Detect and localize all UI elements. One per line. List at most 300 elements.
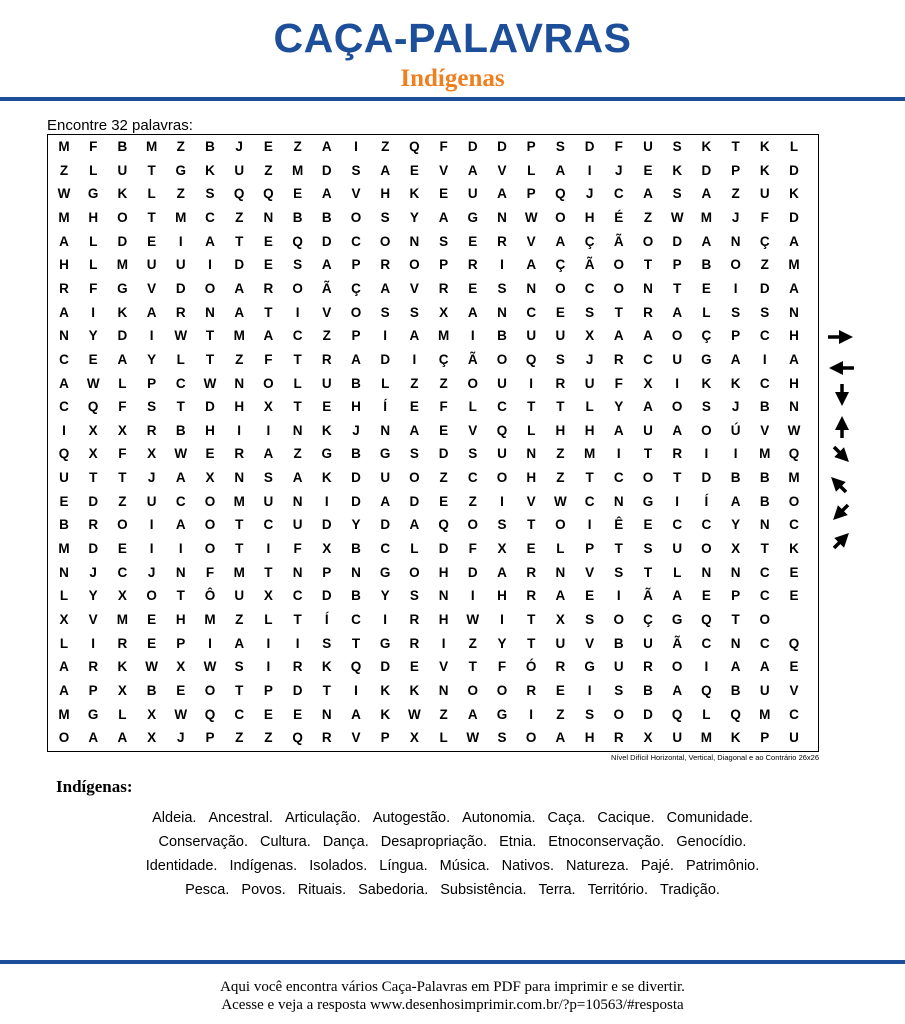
grid-letter: I — [383, 328, 388, 344]
grid-letter: C — [759, 564, 770, 580]
grid-letter: B — [117, 139, 128, 154]
grid-letter: D — [321, 517, 332, 533]
grid-letter: Ç — [555, 257, 566, 273]
grid-letter: U — [643, 635, 653, 651]
grid-letter: H — [380, 186, 391, 202]
grid-letter: E — [205, 446, 215, 462]
grid-letter: U — [292, 517, 303, 533]
grid-letter: E — [409, 162, 419, 178]
grid-letter: Ã — [584, 257, 595, 273]
grid-letter: A — [146, 304, 157, 320]
grid-letter: S — [672, 186, 682, 202]
grid-letter: E — [409, 399, 419, 415]
grid-letter: Q — [788, 446, 800, 462]
grid-letter: S — [497, 280, 507, 296]
grid-letter: Z — [235, 730, 244, 746]
word-list-item: Subsistência. — [440, 882, 527, 898]
grid-letter: M — [145, 139, 158, 154]
grid-letter: O — [409, 564, 420, 580]
grid-letter: S — [380, 209, 390, 225]
grid-letter: I — [762, 351, 767, 367]
grid-letter: X — [147, 706, 157, 722]
grid-letter: T — [264, 564, 273, 580]
grid-letter: I — [675, 375, 680, 391]
grid-letter: R — [643, 304, 653, 320]
grid-letter: S — [147, 399, 157, 415]
grid-letter: U — [497, 375, 507, 391]
grid-letter: I — [149, 328, 154, 344]
grid-letter: K — [730, 730, 741, 746]
grid-letter: W — [174, 706, 188, 722]
grid-letter: A — [117, 730, 128, 746]
grid-letter: Q — [730, 706, 741, 722]
grid-letter: T — [293, 399, 302, 415]
grid-letter: R — [438, 280, 449, 296]
grid-letter: I — [470, 328, 475, 344]
grid-letter: R — [526, 682, 537, 698]
grid-letter: E — [555, 682, 565, 698]
grid-letter: M — [175, 209, 187, 225]
grid-letter: W — [203, 375, 217, 391]
grid-letter: P — [526, 186, 536, 202]
grid-letter: R — [497, 233, 507, 249]
grid-letter: Z — [235, 612, 244, 627]
grid-letter: N — [789, 304, 799, 320]
grid-letter: Ô — [204, 588, 216, 604]
grid-letter: D — [789, 209, 799, 225]
grid-letter: F — [89, 280, 98, 296]
grid-letter: Y — [351, 517, 361, 533]
grid-letter: C — [759, 588, 770, 604]
grid-letter: A — [672, 588, 683, 604]
grid-letter: P — [263, 682, 273, 698]
grid-letter: O — [496, 682, 508, 698]
grid-letter: T — [235, 233, 244, 249]
grid-letter: E — [526, 541, 536, 557]
grid-letter: A — [263, 328, 274, 344]
grid-letter: Z — [556, 706, 565, 722]
grid-letter: Q — [292, 730, 303, 746]
grid-letter: P — [88, 682, 98, 698]
grid-letter: J — [731, 209, 740, 225]
grid-letter: O — [117, 209, 128, 225]
grid-letter: C — [672, 517, 683, 533]
grid-letter: M — [759, 706, 771, 722]
grid-letter: X — [263, 399, 273, 415]
grid-letter: U — [555, 635, 566, 651]
grid-letter: J — [235, 139, 243, 154]
grid-letter: I — [178, 233, 183, 249]
grid-letter: A — [59, 233, 69, 249]
grid-letter: A — [175, 470, 186, 486]
grid-letter: T — [293, 612, 302, 627]
grid-letter: X — [117, 682, 127, 698]
grid-letter: T — [673, 280, 682, 296]
grid-letter: M — [58, 706, 70, 722]
grid-letter: K — [759, 162, 770, 178]
grid-letter: W — [57, 186, 71, 202]
grid-letter: A — [701, 186, 712, 202]
grid-letter: O — [642, 470, 654, 486]
grid-letter: P — [672, 257, 682, 273]
grid-letter: V — [439, 659, 449, 675]
grid-letter: V — [468, 422, 478, 438]
grid-letter: B — [292, 209, 303, 225]
grid-letter: I — [383, 612, 388, 627]
grid-letter: N — [730, 635, 741, 651]
grid-letter: N — [789, 399, 799, 415]
grid-letter: A — [88, 730, 99, 746]
grid-letter: N — [409, 233, 420, 249]
grid-letter: U — [263, 493, 274, 509]
grid-letter: T — [585, 470, 594, 486]
grid-letter: R — [321, 730, 332, 746]
grid-letter: R — [292, 659, 303, 675]
grid-letter: G — [87, 186, 99, 202]
grid-letter: W — [174, 446, 188, 462]
grid-letter: D — [789, 162, 799, 178]
grid-letter: A — [117, 351, 128, 367]
grid-letter: E — [643, 517, 653, 533]
grid-letter: E — [293, 706, 303, 722]
grid-letter: F — [760, 209, 769, 225]
grid-letter: N — [292, 564, 303, 580]
grid-letter: U — [467, 186, 478, 202]
grid-letter: T — [468, 659, 477, 675]
grid-letter: R — [146, 422, 157, 438]
grid-letter: O — [642, 233, 654, 249]
grid-letter: T — [264, 304, 273, 320]
grid-letter: P — [760, 730, 770, 746]
word-list-title: Indígenas: — [56, 777, 133, 796]
grid-letter: S — [497, 517, 507, 533]
grid-letter: K — [380, 682, 391, 698]
grid-letter: T — [176, 399, 185, 415]
grid-letter: E — [585, 588, 595, 604]
grid-letter: A — [672, 422, 683, 438]
word-list-item: Cacique. — [597, 810, 655, 826]
grid-letter: R — [263, 280, 274, 296]
grid-letter: O — [379, 233, 391, 249]
grid-letter: B — [613, 635, 624, 651]
grid-letter: C — [292, 328, 303, 344]
grid-letter: Z — [264, 162, 273, 178]
grid-letter: A — [59, 682, 69, 698]
grid-letter: N — [351, 564, 361, 580]
grid-letter: V — [526, 233, 536, 249]
grid-letter: A — [380, 162, 391, 178]
word-list-item: Território. — [587, 882, 649, 898]
grid-letter: I — [354, 682, 358, 698]
grid-letter: Ó — [525, 659, 537, 675]
grid-letter: O — [117, 517, 128, 533]
grid-letter: Y — [497, 635, 507, 651]
arrow-up-left-icon — [836, 482, 846, 492]
grid-letter: P — [147, 375, 157, 391]
grid-letter: F — [439, 399, 448, 415]
grid-letter: D — [117, 328, 128, 344]
grid-letter: A — [175, 517, 186, 533]
grid-letter: C — [789, 517, 799, 533]
grid-letter: I — [529, 706, 534, 722]
grid-letter: T — [614, 304, 623, 320]
grid-letter: H — [497, 588, 507, 604]
grid-letter: L — [89, 257, 98, 273]
grid-letter: I — [266, 541, 271, 557]
grid-letter: T — [118, 470, 127, 486]
word-list-item: Indígenas. — [229, 858, 298, 874]
grid-letter: Q — [438, 517, 449, 533]
grid-letter: O — [701, 422, 712, 438]
grid-letter: A — [321, 186, 332, 202]
grid-letter: U — [146, 493, 157, 509]
grid-letter: Ú — [730, 422, 741, 438]
grid-letter: E — [439, 186, 449, 202]
grid-letter: G — [321, 446, 333, 462]
grid-letter: V — [497, 162, 507, 178]
grid-letter: R — [613, 730, 624, 746]
grid-letter: Ã — [321, 280, 332, 296]
grid-letter: T — [556, 399, 565, 415]
grid-letter: C — [759, 375, 770, 391]
grid-letter: S — [760, 304, 770, 320]
grid-letter: E — [147, 635, 157, 651]
grid-letter: R — [175, 304, 186, 320]
grid-letter: N — [292, 493, 303, 509]
grid-letter: K — [701, 139, 712, 154]
grid-letter: R — [526, 564, 537, 580]
grid-letter: D — [643, 706, 653, 722]
grid-letter: L — [59, 588, 69, 604]
word-list-item: Nativos. — [501, 858, 554, 874]
grid-letter: A — [467, 304, 478, 320]
grid-letter: O — [730, 257, 741, 273]
difficulty-note: Nível Difícil Horizontal, Vertical, Diagonal e ao Contrário 26x26 — [610, 753, 819, 762]
grid-letter: S — [585, 304, 595, 320]
grid-letter: Z — [176, 139, 185, 154]
grid-letter: O — [613, 706, 625, 722]
grid-letter: Y — [731, 517, 741, 533]
grid-letter: U — [497, 446, 507, 462]
grid-letter: I — [733, 280, 738, 296]
grid-letter: D — [205, 399, 215, 415]
grid-letter: X — [439, 304, 449, 320]
bottom-divider — [0, 960, 905, 964]
grid-letter: Ç — [351, 280, 361, 296]
grid-letter: D — [467, 564, 478, 580]
grid-letter: F — [264, 351, 273, 367]
grid-letter: O — [58, 730, 70, 746]
grid-letter: I — [208, 257, 212, 273]
grid-letter: W — [554, 493, 567, 509]
grid-letter: R — [88, 659, 99, 675]
grid-letter: Ç — [438, 351, 449, 367]
grid-letter: A — [730, 659, 741, 675]
grid-letter: Ç — [584, 233, 595, 249]
grid-letter: D — [321, 162, 332, 178]
grid-letter: W — [524, 209, 538, 225]
grid-letter: E — [643, 162, 653, 178]
grid-letter: O — [204, 493, 216, 509]
word-list-item: Patrimônio. — [685, 858, 760, 874]
grid-letter: E — [147, 612, 157, 627]
grid-letter: G — [701, 351, 712, 367]
grid-letter: Ã — [613, 233, 624, 249]
grid-letter: L — [789, 139, 799, 154]
grid-letter: N — [205, 304, 215, 320]
grid-letter: F — [468, 541, 477, 557]
word-list-item: Etnia. — [499, 834, 537, 850]
grid-letter: I — [208, 635, 212, 651]
grid-letter: S — [585, 612, 595, 627]
grid-letter: Z — [59, 162, 69, 178]
grid-letter: C — [759, 328, 770, 344]
grid-letter: J — [731, 399, 740, 415]
grid-letter: K — [409, 682, 420, 698]
grid-letter: O — [204, 541, 216, 557]
grid-letter: A — [555, 233, 566, 249]
grid-letter: T — [527, 612, 536, 627]
grid-letter: P — [439, 257, 449, 273]
grid-letter: P — [176, 635, 186, 651]
grid-letter: E — [468, 280, 478, 296]
grid-letter: P — [380, 730, 390, 746]
grid-letter: B — [730, 682, 741, 698]
grid-letter: C — [59, 399, 69, 415]
grid-letter: S — [322, 635, 332, 651]
grid-letter: C — [643, 351, 653, 367]
grid-letter: Q — [350, 659, 362, 675]
word-list-item: Tradição. — [660, 882, 720, 898]
grid-letter: N — [526, 280, 537, 296]
grid-letter: X — [555, 612, 565, 627]
grid-letter: I — [178, 541, 183, 557]
grid-letter: O — [467, 517, 479, 533]
word-list-item: Pajé. — [640, 858, 674, 874]
grid-letter: S — [409, 588, 419, 604]
grid-letter: I — [616, 446, 621, 462]
grid-letter: R — [409, 635, 420, 651]
grid-letter: R — [117, 635, 128, 651]
grid-letter: S — [263, 470, 273, 486]
grid-letter: T — [322, 682, 331, 698]
grid-letter: O — [613, 257, 625, 273]
grid-letter: Q — [87, 399, 99, 415]
grid-letter: A — [59, 304, 69, 320]
grid-letter: Z — [118, 493, 127, 509]
grid-letter: K — [205, 162, 215, 178]
grid-letter: B — [351, 541, 361, 557]
grid-letter: O — [350, 209, 362, 225]
grid-letter: A — [555, 588, 566, 604]
grid-letter: L — [585, 399, 594, 415]
grid-letter: D — [701, 162, 712, 178]
grid-letter: T — [731, 139, 740, 154]
grid-letter: A — [409, 328, 420, 344]
grid-letter: M — [700, 730, 713, 746]
grid-letter: T — [731, 612, 740, 627]
grid-letter: I — [295, 635, 300, 651]
grid-letter: S — [731, 304, 741, 320]
word-list-item: Ancestral. — [208, 810, 273, 826]
grid-letter: O — [613, 280, 625, 296]
grid-letter: C — [613, 186, 624, 202]
grid-letter: A — [613, 328, 624, 344]
grid-letter: P — [526, 139, 536, 154]
grid-letter: S — [555, 139, 565, 154]
grid-letter: G — [87, 706, 99, 722]
word-list — [40, 806, 865, 902]
top-divider — [0, 97, 905, 101]
grid-letter: D — [409, 493, 420, 509]
grid-letter: D — [321, 588, 332, 604]
grid-letter: I — [587, 517, 592, 533]
grid-letter: S — [293, 257, 303, 273]
grid-letter: A — [263, 446, 274, 462]
grid-letter: O — [759, 612, 771, 627]
grid-letter: X — [205, 470, 215, 486]
grid-letter: C — [701, 517, 712, 533]
grid-letter: R — [321, 351, 332, 367]
grid-letter: I — [149, 541, 154, 557]
grid-letter: C — [467, 470, 478, 486]
word-list-item: Sabedoria. — [358, 882, 429, 898]
grid-letter: W — [787, 422, 801, 438]
grid-letter: C — [117, 564, 128, 580]
grid-letter: I — [149, 517, 154, 533]
grid-letter: I — [470, 588, 475, 604]
grid-letter: H — [234, 399, 245, 415]
arrow-down-left-icon — [838, 505, 848, 515]
grid-letter: Q — [58, 446, 70, 462]
grid-letter: N — [438, 682, 449, 698]
grid-letter: P — [731, 588, 741, 604]
grid-letter: K — [672, 162, 683, 178]
grid-letter: T — [235, 517, 244, 533]
grid-letter: Q — [701, 612, 712, 627]
grid-letter: T — [205, 351, 215, 367]
grid-letter: E — [409, 659, 419, 675]
page-title: CAÇA-PALAVRAS — [273, 15, 632, 61]
grid-letter: C — [234, 706, 245, 722]
grid-letter: O — [409, 257, 420, 273]
arrow-down-right-icon — [834, 447, 844, 457]
grid-letter: L — [439, 730, 448, 746]
grid-letter: Z — [556, 470, 565, 486]
grid-letter: D — [292, 682, 303, 698]
grid-letter: S — [555, 351, 565, 367]
grid-letter: I — [266, 659, 271, 675]
grid-letter: A — [643, 399, 653, 415]
grid-letter: I — [412, 351, 417, 367]
word-list-item: Pesca. — [185, 882, 230, 898]
grid-letter: T — [673, 470, 682, 486]
grid-letter: D — [380, 659, 391, 675]
grid-letter: M — [233, 493, 245, 509]
grid-letter: O — [701, 541, 712, 557]
grid-letter: Z — [643, 209, 653, 225]
grid-letter: N — [59, 564, 69, 580]
grid-letter: L — [118, 706, 127, 722]
grid-letter: D — [584, 139, 595, 154]
grid-letter: L — [118, 375, 127, 391]
grid-letter: A — [497, 186, 507, 202]
word-list-line — [40, 830, 865, 854]
grid-letter: H — [175, 612, 186, 627]
grid-letter: N — [59, 328, 69, 344]
grid-letter: I — [354, 139, 358, 154]
grid-letter: I — [529, 375, 534, 391]
